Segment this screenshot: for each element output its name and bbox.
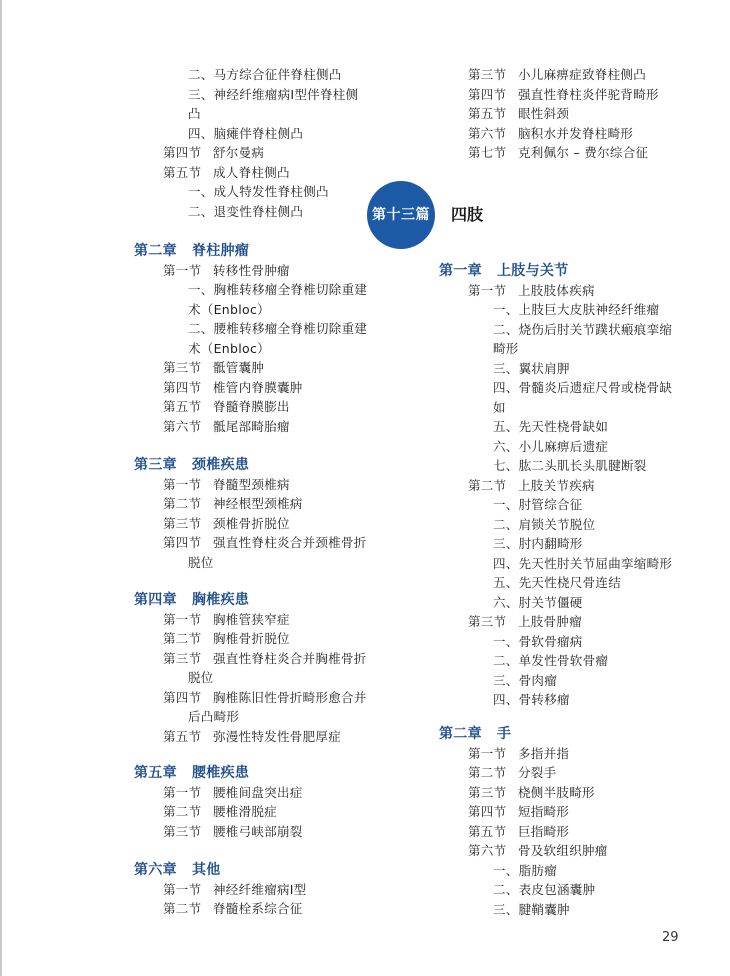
toc-label: 第一节 (163, 611, 202, 627)
toc-label: 第三节 (468, 784, 507, 800)
chapter-title: 腰椎疾患 (192, 765, 250, 781)
toc-text: 一、骨软骨瘤病 (493, 633, 583, 649)
toc-label: 第三节 (163, 650, 202, 666)
toc-text: 三、肘内翻畸形 (493, 536, 583, 551)
toc-text: 二、肩锁关节脱位 (493, 516, 596, 532)
toc-section (468, 105, 569, 123)
toc-text: 骶尾部畸胎瘤 (213, 418, 290, 434)
toc-text: 转移性骨肿瘤 (213, 262, 290, 278)
toc-text: 术（Enbloc） (188, 340, 270, 356)
toc-text: 克利佩尔 – 费尔综合征 (518, 145, 649, 160)
chapter-label: 第二章 (134, 243, 177, 259)
toc-subitem (493, 301, 659, 319)
toc-label: 第四节 (163, 689, 202, 705)
toc-text: 一、上肢巨大皮肤神经纤维瘤 (493, 302, 660, 317)
toc-section (468, 745, 569, 763)
toc-label: 第三节 (468, 614, 507, 629)
toc-label: 第一节 (163, 881, 202, 897)
toc-subitem (493, 516, 595, 534)
chapter-heading (439, 724, 511, 744)
toc-label: 第五节 (163, 728, 202, 744)
toc-subitem (493, 594, 583, 612)
toc-subitem (493, 457, 647, 475)
toc-text: 强直性脊柱炎合并颈椎骨折 (213, 535, 367, 550)
toc-label: 第三节 (468, 67, 507, 82)
toc-subitem (493, 399, 506, 417)
toc-text: 脱位 (188, 554, 214, 570)
toc-text: 二、腰椎转移瘤全脊椎切除重建 (188, 321, 368, 336)
toc-text: 强直性脊柱炎伴驼背畸形 (518, 86, 659, 102)
toc-label: 第一节 (163, 262, 202, 278)
chapter-label: 第二章 (439, 726, 482, 742)
toc-label: 第二节 (163, 631, 202, 646)
toc-text: 脑积水并发脊柱畸形 (518, 125, 634, 141)
page-number: 29 (662, 930, 679, 945)
chapter-title: 脊柱肿瘤 (192, 243, 250, 259)
toc-text: 巨指畸形 (518, 823, 570, 839)
toc-text: 一、肘管综合征 (493, 497, 583, 512)
toc-label: 第六节 (468, 125, 507, 141)
toc-label: 第四节 (163, 379, 202, 395)
toc-text: 一、成人特发性脊柱侧凸 (188, 184, 329, 199)
toc-subitem (493, 418, 608, 436)
toc-text: 脊髓型颈椎病 (213, 476, 290, 492)
toc-text: 胸椎陈旧性骨折畸形愈合并 (213, 689, 367, 705)
toc-subitem (493, 652, 608, 670)
toc-label: 第三节 (163, 360, 202, 375)
chapter-title: 颈椎疾患 (192, 457, 250, 473)
toc-text: 成人脊柱侧凸 (213, 164, 290, 180)
toc-text: 舒尔曼病 (213, 145, 265, 160)
toc-text: 如 (493, 399, 506, 415)
toc-label: 第五节 (468, 823, 507, 839)
toc-text: 畸形 (493, 341, 519, 356)
toc-label: 第四节 (468, 86, 507, 102)
toc-text: 二、马方综合征伴脊柱侧凸 (188, 67, 342, 82)
toc-text: 胸椎骨折脱位 (213, 631, 290, 646)
chapter-label: 第一章 (439, 263, 482, 279)
toc-section (468, 784, 595, 802)
toc-subitem (493, 881, 595, 899)
toc-text: 小儿麻痹症致脊柱侧凸 (518, 67, 647, 82)
toc-subitem (493, 340, 519, 358)
toc-text: 二、烧伤后肘关节蹼状瘢痕挛缩 (493, 321, 673, 337)
toc-text: 胸椎管狭窄症 (213, 611, 290, 627)
toc-section (468, 144, 648, 162)
part-title: 四肢 (451, 205, 484, 224)
toc-text: 术（Enbloc） (188, 301, 270, 317)
toc-label: 第一节 (468, 745, 507, 761)
toc-text: 眼性斜颈 (518, 106, 570, 121)
toc-subitem (493, 496, 583, 514)
chapter-title: 其他 (192, 862, 221, 878)
toc-section (468, 764, 556, 782)
toc-text: 骶管囊肿 (213, 360, 265, 375)
toc-text: 桡侧半肢畸形 (518, 784, 595, 800)
toc-label: 第二节 (163, 804, 202, 819)
toc-text: 二、单发性骨软骨瘤 (493, 653, 609, 668)
toc-label: 第一节 (163, 476, 202, 492)
toc-label: 第五节 (163, 399, 202, 414)
toc-subitem (493, 633, 583, 651)
toc-label: 第六节 (468, 843, 507, 858)
toc-section (468, 477, 595, 495)
toc-subitem (493, 321, 672, 339)
toc-text: 腰椎弓峡部崩裂 (213, 823, 303, 839)
toc-text: 上肢肢体疾病 (518, 282, 595, 298)
toc-text: 二、退变性脊柱侧凸 (188, 203, 304, 219)
toc-label: 第二节 (163, 901, 202, 916)
toc-text: 凸 (188, 106, 201, 121)
toc-text: 神经根型颈椎病 (213, 496, 303, 511)
toc-text: 后凸畸形 (188, 709, 240, 724)
toc-section (468, 282, 595, 300)
toc-label: 第二节 (163, 496, 202, 511)
toc-text: 上肢骨肿瘤 (518, 614, 583, 629)
toc-text: 短指畸形 (518, 804, 570, 819)
toc-text: 六、小儿麻痹后遗症 (493, 438, 609, 454)
toc-text: 三、翼状肩胛 (493, 360, 570, 376)
toc-text: 神经纤维瘤病Ⅰ型 (213, 881, 307, 897)
toc-label: 第三节 (163, 515, 202, 531)
toc-text: 腰椎间盘突出症 (213, 784, 303, 800)
toc-section (468, 86, 659, 104)
toc-text: 弥漫性特发性骨肥厚症 (213, 728, 342, 744)
toc-label: 第五节 (468, 106, 507, 121)
toc-label: 第七节 (468, 145, 507, 160)
toc-text: 六、肘关节僵硬 (493, 594, 583, 610)
toc-section (468, 823, 569, 841)
toc-subitem (493, 360, 570, 378)
chapter-heading (439, 261, 569, 281)
toc-label: 第五节 (163, 164, 202, 180)
toc-text: 一、胸椎转移瘤全脊椎切除重建 (188, 282, 368, 297)
toc-text: 四、骨转移瘤 (493, 692, 570, 707)
toc-section (468, 803, 569, 821)
toc-text: 上肢关节疾病 (518, 477, 595, 493)
toc-label: 第六节 (163, 418, 202, 434)
toc-label: 第一节 (468, 282, 507, 298)
toc-text: 强直性脊柱炎合并胸椎骨折 (213, 650, 367, 666)
toc-subitem (493, 438, 608, 456)
toc-text: 骨及软组织肿瘤 (518, 843, 608, 858)
toc-text: 二、表皮包涵囊肿 (493, 882, 596, 897)
toc-section (468, 125, 633, 143)
toc-section (468, 613, 582, 631)
toc-text: 三、神经纤维瘤病Ⅰ型伴脊柱侧 (188, 86, 359, 102)
toc-subitem (493, 555, 672, 573)
toc-text: 四、骨髓炎后遗症尺骨或桡骨缺 (493, 380, 673, 395)
chapter-title: 手 (497, 726, 512, 742)
toc-label: 第四节 (163, 535, 202, 550)
toc-subitem (493, 901, 570, 919)
chapter-title: 上肢与关节 (497, 263, 569, 279)
toc-text: 三、腱鞘囊肿 (493, 901, 570, 917)
toc-subitem (493, 379, 672, 397)
toc-text: 五、先天性桡尺骨连结 (493, 575, 622, 590)
toc-text: 腰椎滑脱症 (213, 804, 278, 819)
part-badge: 第十三篇 (367, 181, 435, 249)
toc-label: 第三节 (163, 823, 202, 839)
toc-subitem (493, 862, 557, 880)
toc-label: 第二节 (468, 477, 507, 493)
chapter-label: 第三章 (134, 457, 177, 473)
toc-section (468, 66, 646, 84)
toc-text: 脊髓脊膜膨出 (213, 399, 290, 414)
toc-text: 分裂手 (518, 765, 557, 780)
toc-text: 颈椎骨折脱位 (213, 515, 290, 531)
toc-subitem (493, 691, 570, 709)
toc-text: 一、脂肪瘤 (493, 862, 558, 878)
toc-label: 第一节 (163, 784, 202, 800)
toc-text: 脱位 (188, 670, 214, 685)
toc-text: 多指并指 (518, 745, 570, 761)
toc-text: 四、脑瘫伴脊柱侧凸 (188, 125, 304, 141)
toc-text: 椎管内脊膜囊肿 (213, 379, 303, 395)
chapter-label: 第六章 (134, 862, 177, 878)
chapter-label: 第四章 (134, 592, 177, 608)
toc-subitem (493, 535, 583, 553)
toc-text: 三、骨肉瘤 (493, 672, 558, 688)
toc-subitem (493, 574, 621, 592)
toc-text: 四、先天性肘关节屈曲挛缩畸形 (493, 555, 673, 571)
toc-text: 七、肱二头肌长头肌腱断裂 (493, 458, 647, 473)
toc-text: 五、先天性桡骨缺如 (493, 419, 609, 434)
toc-section (468, 842, 608, 860)
toc-text: 脊髓栓系综合征 (213, 901, 303, 916)
chapter-label: 第五章 (134, 765, 177, 781)
toc-label: 第四节 (468, 804, 507, 819)
toc-label: 第二节 (468, 765, 507, 780)
toc-subitem (493, 672, 557, 690)
toc-label: 第四节 (163, 145, 202, 160)
chapter-title: 胸椎疾患 (192, 592, 250, 608)
